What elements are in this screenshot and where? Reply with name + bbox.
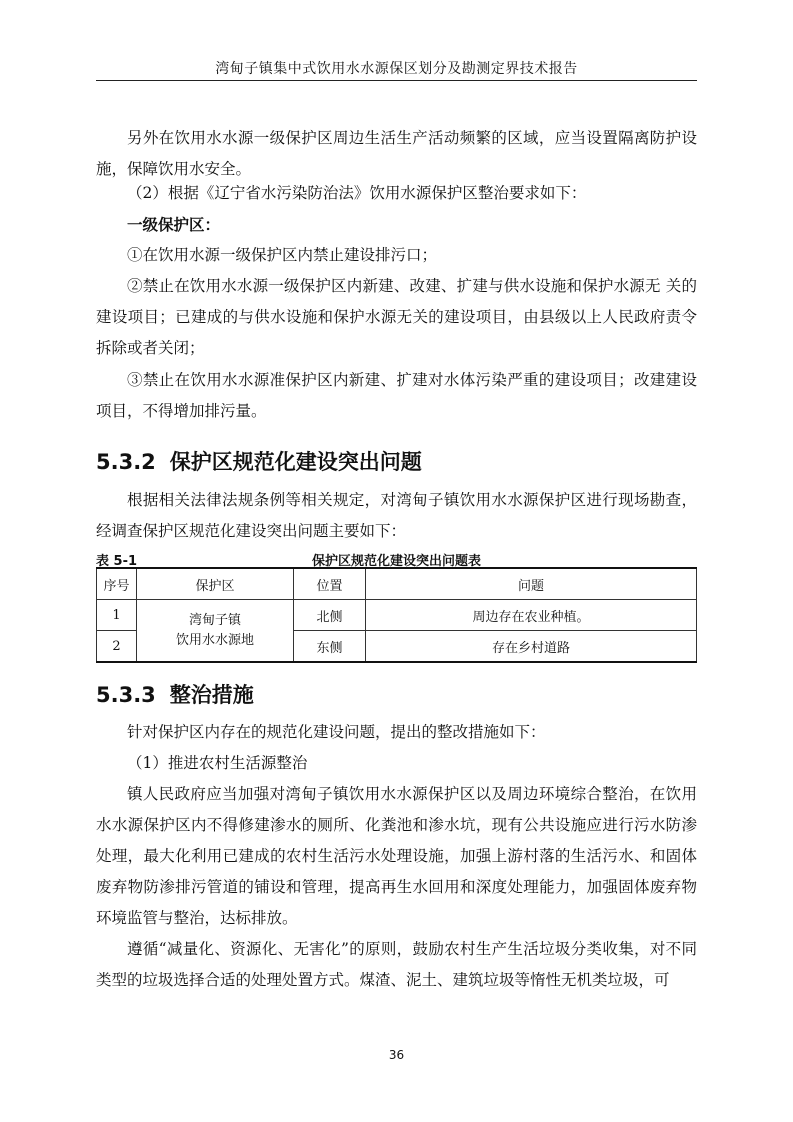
- issues-table: [96, 567, 697, 663]
- section-title: 保护区规范化建设突出问题: [169, 450, 422, 474]
- paragraph-rule-2: ②禁止在饮用水水源一级保护区内新建、改建、扩建与供水设施和保护水源无 关的建设项目；已建成的与供水设施和保护水源无关的建设项目，由县级以上人民政府责令拆除或者关闭；: [96, 277, 697, 357]
- paragraph-level1-heading: 一级保护区：: [127, 215, 221, 234]
- table-header-cell: 序号: [97, 568, 137, 600]
- paragraph-measure-1-body: 镇人民政府应当加强对湾甸子镇饮用水水源保护区以及周边环境综合整治，在饮用水水源保护区内不得修建渗水的厕所、化粪池和渗水坑，现有公共设施应进行污水防渗处理，最大化利用已建成的农村生活污水处理设施，加强上游村落的生活污水、和固体废弃物防渗排污管道的铺设和管理，提高再生水回用和深度处理能力，加强固体废弃物环境监管与整治，达标排放。: [96, 785, 697, 927]
- section-number: 5.3.3: [96, 683, 156, 707]
- table-header-cell: 保护区: [137, 568, 294, 600]
- position-cell: 北侧: [294, 600, 366, 631]
- protection-area-line: 湾甸子镇: [188, 612, 241, 628]
- paragraph-regulation-ref: （2）根据《辽宁省水污染防治法》饮用水源保护区整治要求如下：: [127, 184, 587, 202]
- issue-cell: 存在乡村道路: [366, 631, 697, 663]
- protection-area-line: 饮用水水源地: [175, 632, 254, 648]
- header-divider: [96, 80, 697, 81]
- row-number: 2: [97, 631, 137, 663]
- row-number: 1: [97, 600, 137, 631]
- paragraph-isolation: 另外在饮用水水源一级保护区周边生活生产活动频繁的区域，应当设置隔离防护设施，保障饮用水安全。: [96, 129, 697, 178]
- section-title: 整治措施: [169, 683, 254, 707]
- paragraph-waste-principle: 遵循“减量化、资源化、无害化”的原则，鼓励农村生产生活垃圾分类收集，对不同类型的垃圾选择合适的处理处置方式。煤渣、泥土、建筑垃圾等惰性无机类垃圾，可: [96, 940, 697, 989]
- table-row: [97, 600, 697, 631]
- table-title: 保护区规范化建设突出问题表: [311, 554, 481, 569]
- section-number: 5.3.2: [96, 450, 156, 474]
- paragraph-survey: 根据相关法律法规条例等相关规定，对湾甸子镇饮用水水源保护区进行现场勘查，经调查保护区规范化建设突出问题主要如下：: [96, 491, 697, 540]
- section-heading-5-3-3: [96, 679, 254, 709]
- table-header-row: [97, 568, 697, 600]
- page-header-title: 湾甸子镇集中式饮用水水源保区划分及勘测定界技术报告: [215, 61, 578, 77]
- page-number: 36: [388, 1048, 405, 1062]
- section-heading-5-3-2: [96, 446, 422, 476]
- paragraph-rule-3: ③禁止在饮用水水源准保护区内新建、扩建对水体污染严重的建设项目；改建建设项目，不得增加排污量。: [96, 371, 697, 420]
- position-cell: 东侧: [294, 631, 366, 663]
- paragraph-measure-1-title: （1）推进农村生活源整治: [127, 754, 308, 772]
- table-header-cell: 位置: [294, 568, 366, 600]
- paragraph-rule-1: ①在饮用水源一级保护区内禁止建设排污口；: [127, 246, 438, 264]
- issue-cell: 周边存在农业种植。: [366, 600, 697, 631]
- table-header-cell: 问题: [366, 568, 697, 600]
- paragraph-measures-intro: 针对保护区内存在的规范化建设问题，提出的整改措施如下：: [127, 723, 546, 741]
- protection-area-cell: [137, 600, 294, 663]
- table-label: 表 5-1: [96, 554, 138, 569]
